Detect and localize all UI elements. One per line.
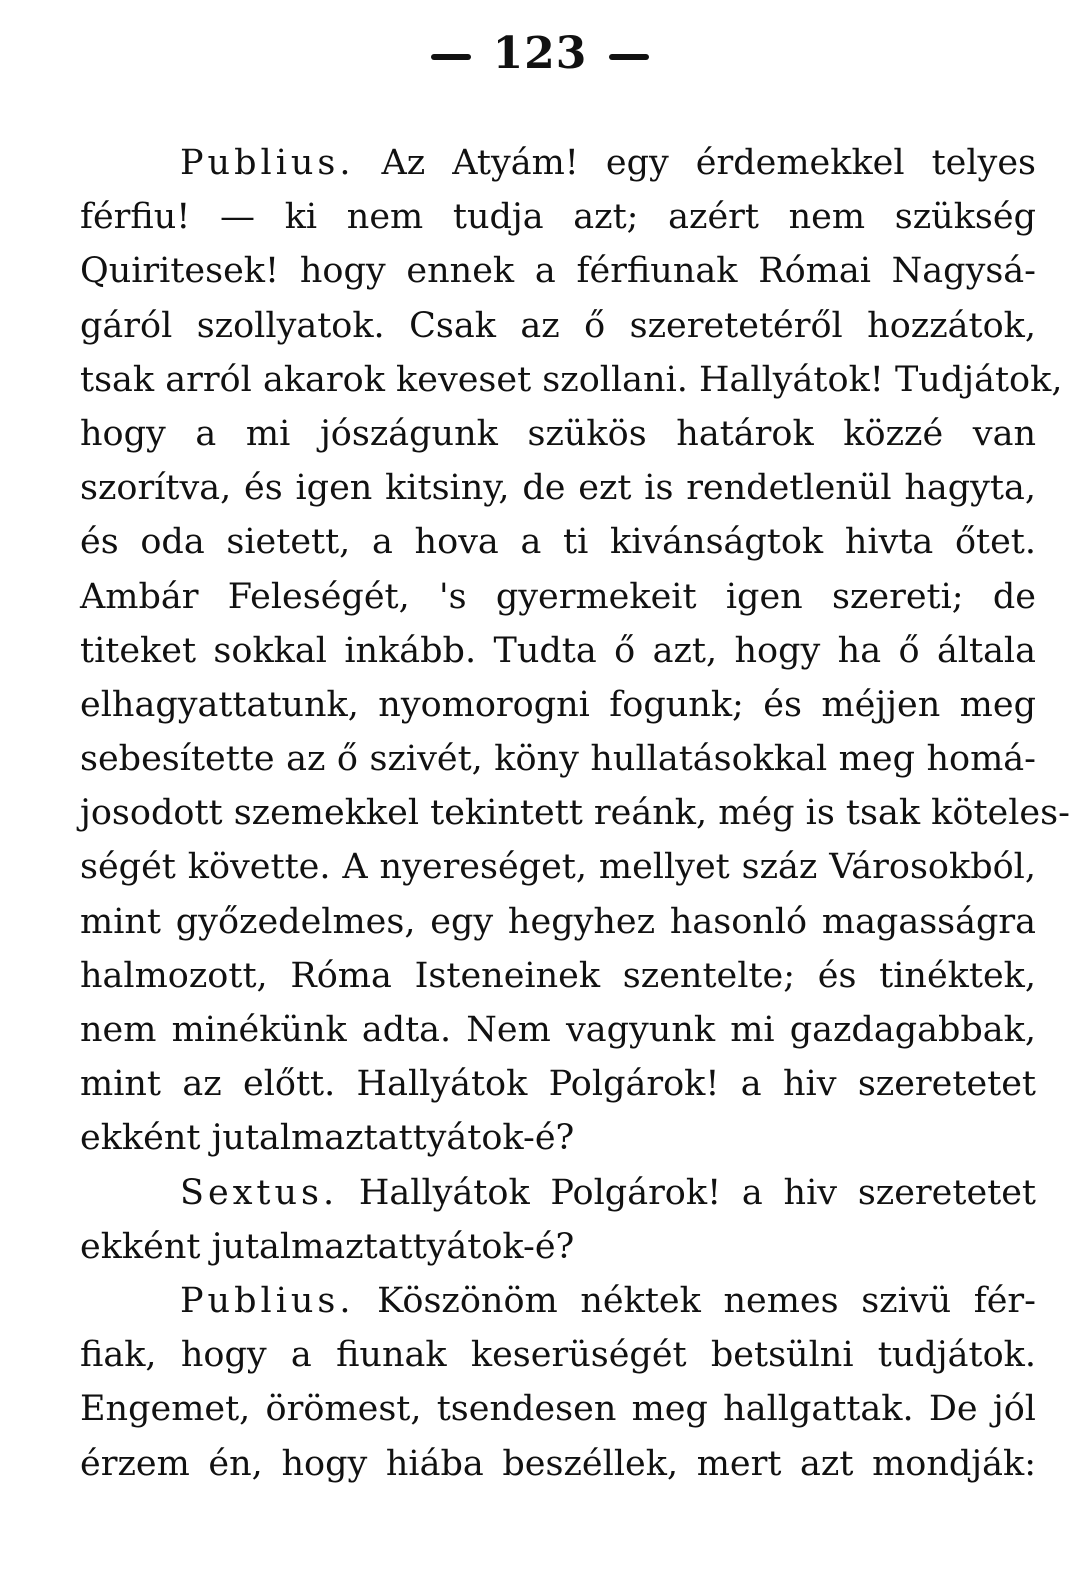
text-line [80, 1166, 1036, 1220]
text-line [80, 407, 1036, 461]
line-text: titeket sokkal inkább. Tudta ő azt, hogy ha ő általa [80, 630, 1036, 671]
speaker-name: Publius. [180, 1280, 355, 1321]
line-text: Quiritesek! hogy ennek a férfiunak Római Nagysá- [80, 251, 1036, 292]
text-line [80, 136, 1036, 190]
text-line [80, 949, 1036, 1003]
line-text: érzem én, hogy hiába beszéllek, mert azt mondják: [80, 1443, 1036, 1484]
text-line [80, 1003, 1036, 1057]
line-text: mint győzedelmes, egy hegyhez hasonló magasságra [80, 901, 1036, 942]
text-line [80, 570, 1036, 624]
text-line [80, 1057, 1036, 1111]
line-text: ekként jutalmaztattyátok-é? [80, 1118, 575, 1159]
line-text: hogy a mi jószágunk szükös határok közzé van [80, 413, 1036, 454]
text-line [80, 353, 1063, 407]
line-text: gáról szollyatok. Csak az ő szeretetéről hozzátok, [80, 305, 1036, 346]
line-text: és oda sietett, a hova a ti kivánságtok hivta őtet. [80, 522, 1036, 563]
text-line [80, 1111, 1036, 1165]
line-text: Hallyátok Polgárok! a hiv szeretetet [338, 1172, 1036, 1213]
line-text: nem minékünk adta. Nem vagyunk mi gazdagabbak, [80, 1010, 1036, 1050]
text-line [80, 786, 1070, 840]
line-text: Az Atyám! egy érdemekkel telyes [354, 143, 1036, 183]
line-text: tsak arról akarok keveset szollani. Hallyátok! Tudjátok, [80, 359, 1063, 400]
line-text: sebesítette az ő szivét, köny hullatásokkal meg homá- [80, 739, 1036, 780]
speaker-name: Sextus. [180, 1172, 339, 1213]
left-ornament [431, 54, 471, 60]
text-line [80, 244, 1036, 298]
text-line [80, 678, 1036, 732]
line-text: szorítva, és igen kitsiny, de ezt is rendetlenül hagyta, [80, 468, 1036, 509]
line-text: halmozott, Róma Isteneinek szentelte; és tinéktek, [80, 955, 1036, 996]
text-line [80, 1437, 1036, 1491]
text-line [80, 299, 1036, 353]
line-text: josodott szemekkel tekintett reánk, még is tsak köteles- [80, 793, 1070, 834]
page-number: 123 [492, 28, 588, 79]
right-ornament [609, 54, 649, 60]
page-header [0, 28, 1080, 79]
text-line [80, 1274, 1036, 1328]
line-text: Engemet, örömest, tsendesen meg hallgattak. De jól [80, 1389, 1036, 1430]
text-line [80, 624, 1036, 678]
text-line [80, 1328, 1036, 1382]
text-line [80, 461, 1036, 515]
text-line [80, 732, 1036, 786]
text-line [80, 190, 1036, 244]
line-text: Köszönöm néktek nemes szivü fér- [354, 1280, 1036, 1321]
line-text: férfiu! — ki nem tudja azt; azért nem szükség [80, 197, 1036, 238]
speaker-name: Publius. [180, 143, 355, 183]
line-text: mint az előtt. Hallyátok Polgárok! a hiv szeretetet [80, 1064, 1036, 1105]
line-text: Ambár Feleségét, 's gyermekeit igen szereti; de [80, 576, 1036, 617]
line-text: elhagyattatunk, nyomorogni fogunk; és méjjen meg [80, 684, 1036, 725]
line-text: ekként jutalmaztattyátok-é? [80, 1226, 575, 1267]
text-line [80, 1220, 1036, 1274]
line-text: ségét követte. A nyereséget, mellyet száz Városokból, [80, 847, 1036, 888]
text-line [80, 515, 1036, 569]
body-text [80, 136, 1070, 1491]
text-line [80, 895, 1036, 949]
text-line [80, 1382, 1036, 1436]
text-line [80, 840, 1036, 894]
line-text: fiak, hogy a fiunak keserüségét betsülni tudjátok. [80, 1335, 1036, 1376]
